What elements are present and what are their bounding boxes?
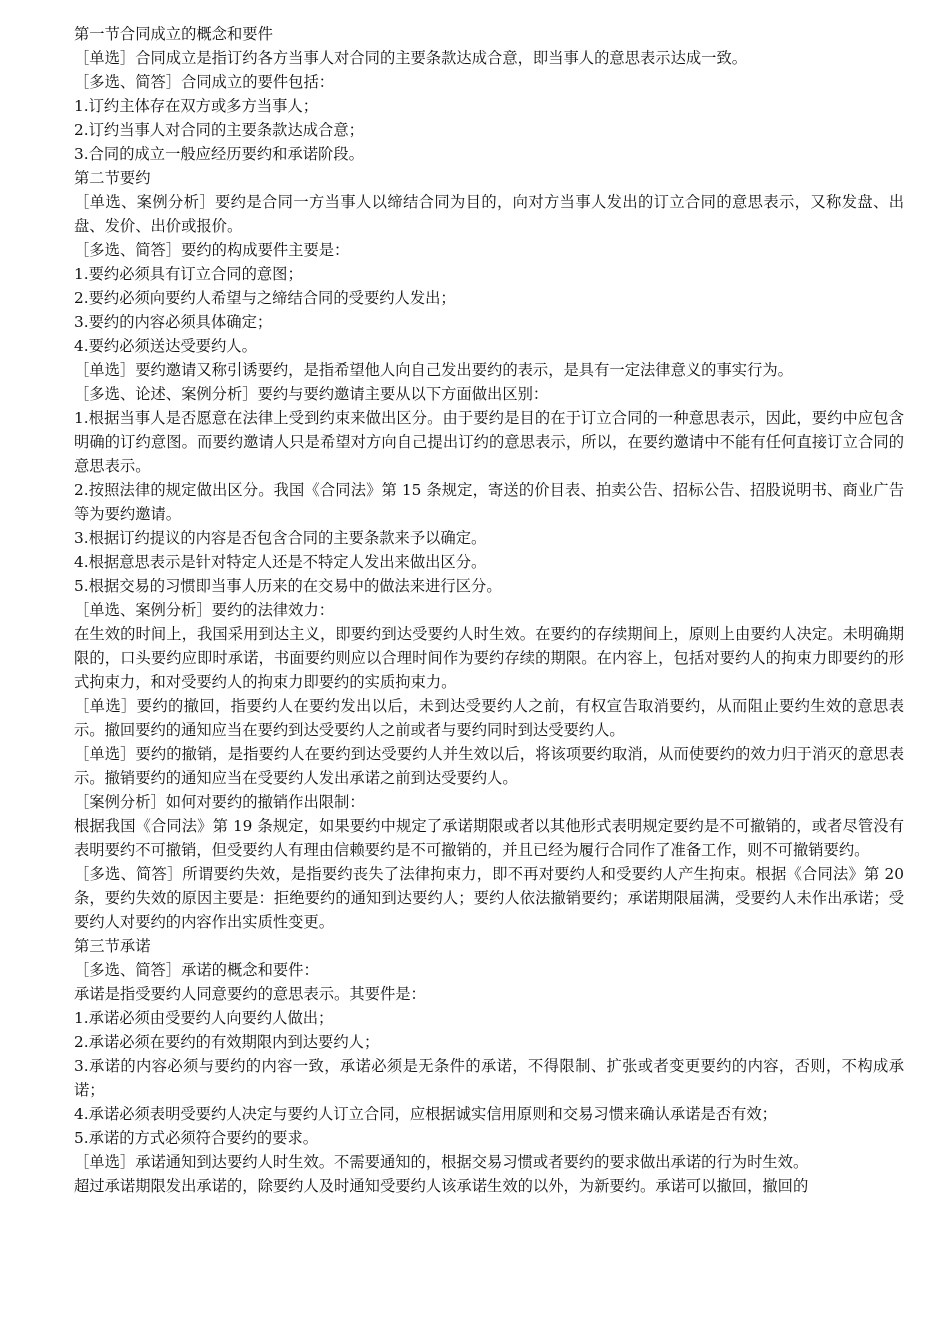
paragraph: ［单选、案例分析］要约的法律效力：: [74, 601, 335, 619]
list-item: 2.承诺必须在要约的有效期限内到达要约人；: [74, 1033, 380, 1051]
paragraph: 在生效的时间上，我国采用到达主义，即要约到达受要约人时生效。在要约的存续期间上，原则上由要约人决定。未明确期限的，口头要约应即时承诺，书面要约则应以合理时间作为要约存续的期限。在内容上，包括对要约人的拘束力即要约的形式拘束力，和对受要约人的拘束力即要约的实质拘束力。: [74, 625, 904, 691]
list-item: 4.承诺必须表明受要约人决定与要约人订立合同，应根据诚实信用原则和交易习惯来确认承诺是否有效；: [74, 1105, 777, 1123]
list-item: 4.要约必须送达受要约人。: [74, 337, 257, 355]
paragraph: ［多选、论述、案例分析］要约与要约邀请主要从以下方面做出区别：: [74, 385, 549, 403]
section-heading: 第一节合同成立的概念和要件: [74, 25, 273, 43]
list-item: 3.根据订约提议的内容是否包含合同的主要条款来予以确定。: [74, 529, 487, 547]
paragraph: ［单选］要约邀请又称引诱要约，是指希望他人向自己发出要约的表示，是具有一定法律意义的事实行为。: [74, 361, 793, 379]
list-item: 4.根据意思表示是针对特定人还是不特定人发出来做出区分。: [74, 553, 487, 571]
list-item: 1.订约主体存在双方或多方当事人；: [74, 97, 319, 115]
list-item: 2.订约当事人对合同的主要条款达成合意；: [74, 121, 364, 139]
paragraph: ［案例分析］如何对要约的撤销作出限制：: [74, 793, 365, 811]
list-item: 5.承诺的方式必须符合要约的要求。: [74, 1129, 319, 1147]
paragraph: ［单选］要约的撤回，指要约人在要约发出以后，未到达受要约人之前，有权宣告取消要约，从而阻止要约生效的意思表示。撤回要约的通知应当在要约到达受要约人之前或者与要约同时到达受要约人。: [74, 697, 904, 739]
list-item: 1.承诺必须由受要约人向要约人做出；: [74, 1009, 334, 1027]
paragraph: ［多选、简答］要约的构成要件主要是：: [74, 241, 350, 259]
paragraph: 根据我国《合同法》第 19 条规定，如果要约中规定了承诺期限或者以其他形式表明规定要约是不可撤销的，或者尽管没有表明要约不可撤销，但受要约人有理由信赖要约是不可撤销的，并且已经为履行合同作了准备工作，则不可撤销要约。: [74, 817, 904, 859]
document-page: [74, 22, 904, 1198]
list-item: 1.要约必须具有订立合同的意图；: [74, 265, 303, 283]
list-item: 2.要约必须向要约人希望与之缔结合同的受要约人发出；: [74, 289, 456, 307]
paragraph: ［单选］要约的撤销，是指要约人在要约到达受要约人并生效以后，将该项要约取消，从而使要约的效力归于消灭的意思表示。撤销要约的通知应当在受要约人发出承诺之前到达受要约人。: [74, 745, 904, 787]
paragraph: ［多选、简答］所谓要约失效，是指要约丧失了法律拘束力，即不再对要约人和受要约人产生拘束。根据《合同法》第 20 条，要约失效的原因主要是：拒绝要约的通知到达要约人；要约人依法撤销要约；承诺期限届满，受要约人未作出承诺；受要约人对要约的内容作出实质性变更。: [74, 865, 904, 931]
paragraph: ［多选、简答］承诺的概念和要件：: [74, 961, 319, 979]
list-item: 2.按照法律的规定做出区分。我国《合同法》第 15 条规定，寄送的价目表、拍卖公告、招标公告、招股说明书、商业广告等为要约邀请。: [74, 481, 904, 523]
paragraph: 超过承诺期限发出承诺的，除要约人及时通知受要约人该承诺生效的以外，为新要约。承诺可以撤回，撤回的: [74, 1177, 809, 1195]
section-heading: 第二节要约: [74, 169, 151, 187]
list-item: 3.合同的成立一般应经历要约和承诺阶段。: [74, 145, 364, 163]
paragraph: ［单选］承诺通知到达要约人时生效。不需要通知的，根据交易习惯或者要约的要求做出承诺的行为时生效。: [74, 1153, 809, 1171]
paragraph: 承诺是指受要约人同意要约的意思表示。其要件是：: [74, 985, 426, 1003]
paragraph: ［单选］合同成立是指订约各方当事人对合同的主要条款达成合意，即当事人的意思表示达成一致。: [74, 49, 748, 67]
paragraph: ［单选、案例分析］要约是合同一方当事人以缔结合同为目的，向对方当事人发出的订立合同的意思表示，又称发盘、出盘、发价、出价或报价。: [74, 193, 904, 235]
list-item: 3.承诺的内容必须与要约的内容一致，承诺必须是无条件的承诺，不得限制、扩张或者变更要约的内容，否则，不构成承诺；: [74, 1057, 904, 1099]
section-heading: 第三节承诺: [74, 937, 151, 955]
paragraph: ［多选、简答］合同成立的要件包括：: [74, 73, 335, 91]
list-item: 1.根据当事人是否愿意在法律上受到约束来做出区分。由于要约是目的在于订立合同的一种意思表示，因此，要约中应包含明确的订约意图。而要约邀请人只是希望对方向自己提出订约的意思表示，所以，在要约邀请中不能有任何直接订立合同的意思表示。: [74, 409, 904, 475]
list-item: 5.根据交易的习惯即当事人历来的在交易中的做法来进行区分。: [74, 577, 502, 595]
list-item: 3.要约的内容必须具体确定；: [74, 313, 273, 331]
